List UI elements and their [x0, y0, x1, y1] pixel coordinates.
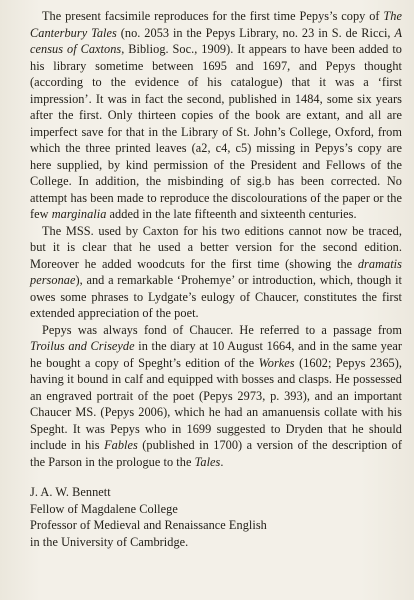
text-run: added in the late fifteenth and sixteenth centuries. — [106, 207, 357, 221]
text-run: The present facsimile reproduces for the first time Pepys’s copy of — [42, 9, 384, 23]
text-run: (published in 1700) a version of the description of the Parson in the prologue to the — [30, 438, 402, 469]
italic-text-run: dramatis personae — [30, 256, 402, 287]
italic-text-run: Workes — [258, 355, 295, 370]
italic-text-run: marginalia — [51, 207, 107, 221]
text-run: . — [220, 454, 224, 469]
italic-text-run: Troilus and Criseyde — [30, 339, 135, 353]
signature-title-line-3: in the University of Cambridge. — [30, 534, 189, 549]
signature-title-line-2: Professor of Medieval and Renaissance English — [30, 518, 267, 532]
text-run: in the diary at 10 August 1664, and in the same year he bought a copy of Speght’s edition of the — [30, 339, 402, 370]
text-run: (1602; Pepys 2365), having it bound in calf and equipped with bosses and clasps. He possessed an engraved portrait of the poet (Pepys 2973, p. 393), and an important Chaucer MS. (Pepys 2006), which he had an amanuensis collate with his Speght. It was Pepys who in 1699 suggested to Dryden that he should include in his — [30, 355, 402, 452]
paragraph-manuscripts — [30, 223, 402, 322]
italic-text-run: Fables — [104, 438, 138, 452]
text-run: , Bibliog. Soc., 1909). It appears to have been added to his library sometime between 1695 and 1697, and Pepys thought (according to the evidence of his catalogue) that it was a ‘first impression’. It was in fact the second, published in 1484, some six years after the first. Only thirteen copies of the book are extant, and all are imperfect save for that in the Library of St. John’s College, Oxford, from which the three printed leaves (a2, c4, c5) missing in Pepys’s copy are here supplied, by kind permission of the President and Fellows of the College. In addition, the misbinding of sig.b has been corrected. No attempt has been made to reproduce the discolourations of the paper or the few — [30, 42, 402, 221]
signature-block — [30, 484, 402, 550]
text-run: ), and a remarkable ‘Prohemye’ or introduction, which, though it owes some phrases to Lydgate’s eulogy of Chaucer, constitutes the first extended appreciation of the poet. — [30, 273, 402, 320]
paragraph-pepys-chaucer — [30, 322, 402, 471]
text-run: The MSS. used by Caxton for his two editions cannot now be traced, but it is clear that he used a better version for the second edition. Moreover he added woodcuts for the first time (showing the — [30, 223, 402, 271]
italic-text-run: Tales — [194, 454, 221, 469]
signature-name: J. A. W. Bennett — [30, 485, 111, 499]
signature-title-line-1: Fellow of Magdalene College — [30, 501, 178, 516]
text-run: (no. 2053 in the Pepys Library, no. 23 in S. de Ricci, — [116, 25, 395, 40]
text-run: Pepys was always fond of Chaucer. He referred to a passage from — [42, 322, 402, 337]
paragraph-facsimile — [30, 8, 402, 223]
italic-text-run: The Canterbury Tales — [30, 9, 402, 40]
italic-text-run: A census of Caxtons — [30, 25, 403, 56]
document-page — [30, 8, 402, 550]
body-text — [30, 8, 402, 470]
